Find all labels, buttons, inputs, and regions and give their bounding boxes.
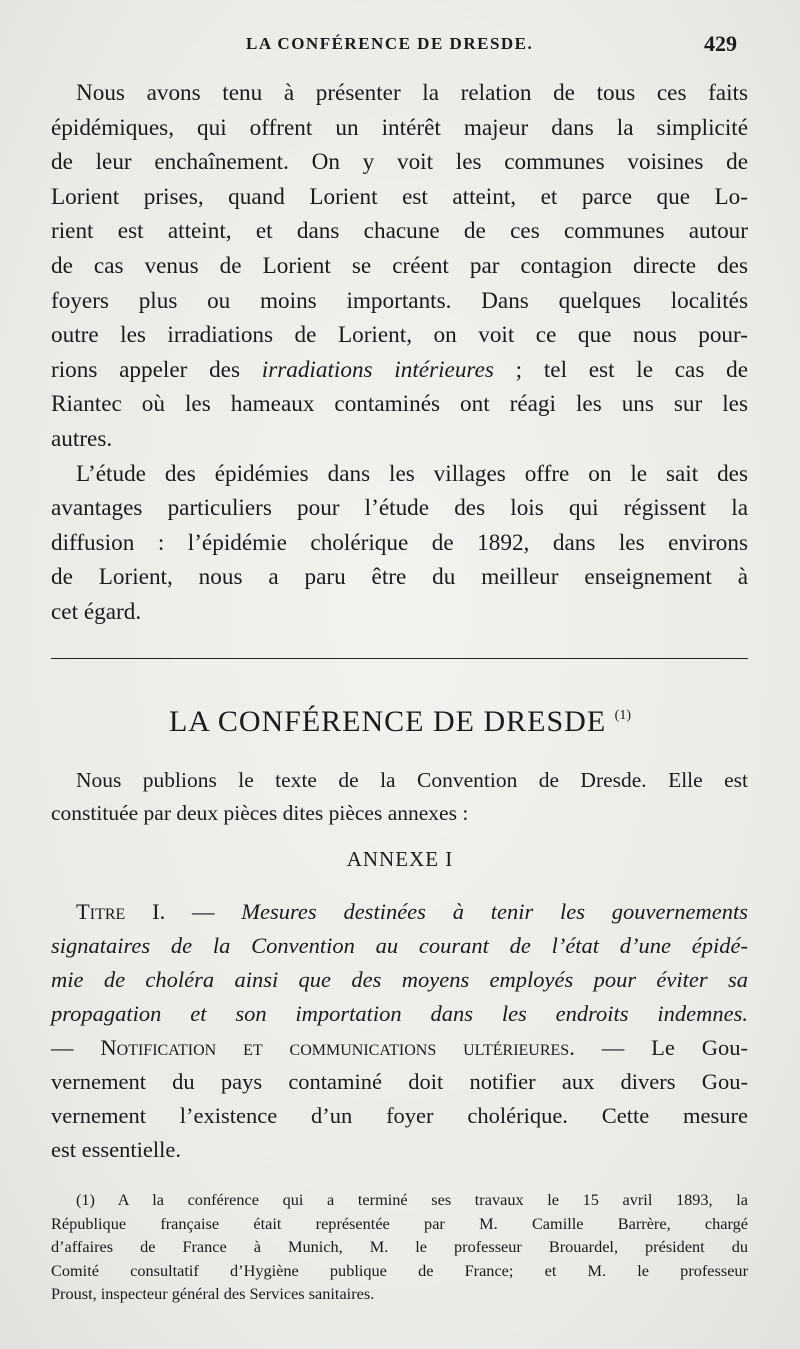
- titre-line: propagation et son importation dans les endroits indemnes.: [51, 1001, 748, 1026]
- running-title: LA CONFÉRENCE DE DRESDE.: [246, 34, 534, 53]
- footnote: [51, 1188, 748, 1306]
- paragraph-1-line: autres.: [51, 425, 113, 452]
- footnote-marker: (1): [614, 708, 631, 723]
- footnote-line: d’affaires de France à Munich, M. le professeur Brouardel, président du: [51, 1237, 748, 1257]
- annex-title: ANNEXE I: [346, 847, 454, 871]
- line-text: rions appeler des: [51, 356, 262, 383]
- section-title: [0, 705, 800, 739]
- footnote-line: Proust, inspecteur général des Services sanitaires.: [51, 1284, 375, 1304]
- titre-line: mie de choléra ainsi que des moyens employés pour éviter sa: [51, 967, 748, 992]
- paragraph-1-line: outre les irradiations de Lorient, on voit ce que nous pour-: [51, 322, 748, 349]
- titre-line: est essentielle.: [51, 1137, 181, 1162]
- page-number: 429: [704, 31, 737, 56]
- titre-line: vernement l’existence d’un foyer cholérique. Cette mesure: [51, 1103, 748, 1128]
- running-head: [0, 31, 800, 62]
- paragraph-1-line: [51, 353, 748, 388]
- paragraph-2-line: de Lorient, nous a paru être du meilleur enseignement à: [51, 564, 748, 591]
- footnote-line: Comité consultatif d’Hygiène publique de France; et M. le professeur: [51, 1260, 748, 1280]
- titre-paragraph: [51, 895, 748, 1167]
- paragraph-1-line: de leur enchaînement. On y voit les communes voisines de: [51, 149, 748, 176]
- titre-line: [51, 895, 748, 929]
- titre-line: [51, 1031, 748, 1065]
- intro-line: constituée par deux pièces dites pièces annexes :: [51, 801, 469, 825]
- line-text: — Le Gou-: [574, 1035, 748, 1060]
- paragraph-1-line: rient est atteint, et dans chacune de ces communes autour: [51, 218, 748, 245]
- titre-line: vernement du pays contaminé doit notifier aux divers Gou-: [51, 1069, 748, 1094]
- section-divider: [51, 658, 748, 659]
- line-text: ; tel est le cas de: [493, 356, 748, 383]
- italic-phrase: irradiations intérieures: [261, 356, 494, 383]
- paragraph-2-line: cet égard.: [51, 598, 142, 625]
- paragraph-1-line: Lorient prises, quand Lorient est atteint, et parce que Lo-: [51, 183, 748, 210]
- paragraph-1-line: Riantec où les hameaux contaminés ont réagi les uns sur les: [51, 391, 748, 418]
- section-title-text: LA CONFÉRENCE DE DRESDE: [168, 705, 607, 738]
- body-text: [51, 76, 748, 630]
- paragraph-1-line: Nous avons tenu à présenter la relation de tous ces faits: [76, 80, 748, 106]
- titre-line: signataires de la Convention au courant de l’état d’une épidé-: [51, 933, 748, 958]
- titre-label: Titre I.: [76, 899, 166, 924]
- paragraph-2-line: avantages particuliers pour l’étude des lois qui régissent la: [51, 495, 748, 522]
- footnote-line: République française était représentée par M. Camille Barrère, chargé: [51, 1213, 748, 1233]
- intro-line: Nous publions le texte de la Convention de Dresde. Elle est: [76, 768, 748, 792]
- intro-paragraph: [51, 764, 748, 830]
- paragraph-2-line: diffusion : l’épidémie cholérique de 1892, dans les environs: [51, 529, 748, 556]
- notification-heading: — Notification et communications ultérieures.: [51, 1035, 575, 1060]
- paragraph-1-line: foyers plus ou moins importants. Dans quelques localités: [51, 287, 748, 314]
- titre-heading: Mesures destinées à tenir les gouvernements: [241, 899, 748, 924]
- paragraph-1-line: de cas venus de Lorient se créent par contagion directe des: [51, 252, 748, 279]
- titre-dash: —: [165, 899, 242, 924]
- paragraph-2-line: L’étude des épidémies dans les villages offre on le sait des: [76, 460, 748, 487]
- footnote-line: (1) A la conférence qui a terminé ses travaux le 15 avril 1893, la: [76, 1190, 748, 1209]
- paragraph-1-line: épidémiques, qui offrent un intérêt majeur dans la simplicité: [51, 114, 748, 141]
